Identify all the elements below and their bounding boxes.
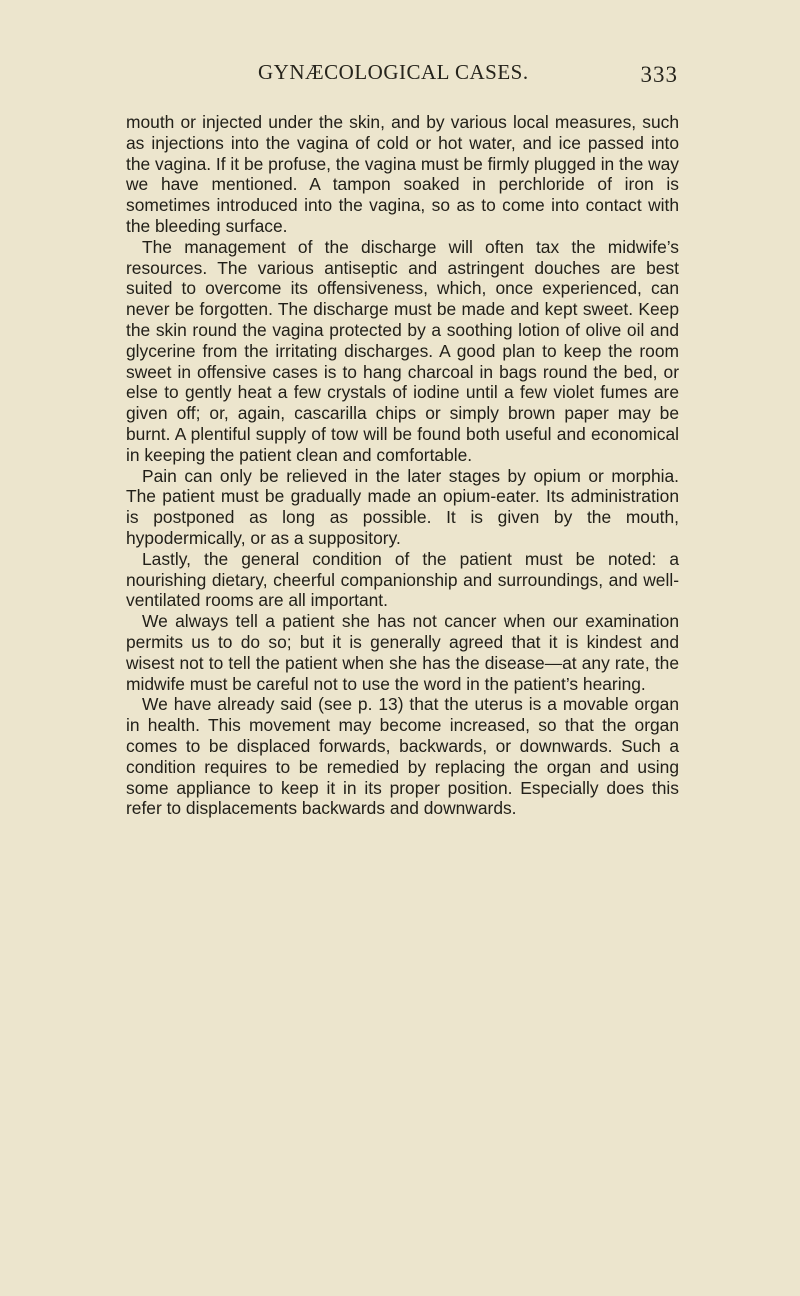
- page-header: [122, 60, 678, 90]
- running-head: GYNÆCOLOGICAL CASES.: [258, 60, 529, 84]
- page-number: 333: [640, 62, 678, 87]
- paragraph: We have already said (see p. 13) that the uterus is a movable organ in health. This movement may become increased, so that the organ comes to be displaced forwards, backwards, or downwards. Such a condition requires to be remedied by replacing the organ and using some appliance to keep it in its proper position. Especially does this refer to displacements backwards and downwards.: [126, 694, 679, 819]
- body-text: [126, 112, 679, 819]
- paragraph: mouth or injected under the skin, and by various local measures, such as injections into the vagina of cold or hot water, and ice passed into the vagina. If it be profuse, the vagina must be firmly plugged in the way we have mentioned. A tampon soaked in perchloride of iron is sometimes introduced into the vagina, so as to come into contact with the bleeding surface.: [126, 112, 679, 236]
- paragraph: We always tell a patient she has not cancer when our examination permits us to do so; but it is generally agreed that it is kindest and wisest not to tell the patient when she has the disease—at any rate, the midwife must be careful not to use the word in the patient’s hearing.: [126, 611, 679, 694]
- paragraph: Pain can only be relieved in the later stages by opium or morphia. The patient must be gradually made an opium-eater. Its administration is postponed as long as possible. It is given by the mouth, hypodermically, or as a suppository.: [126, 465, 679, 548]
- paragraph: Lastly, the general condition of the patient must be noted: a nourishing dietary, cheerful companionship and surroundings, and well-ventilated rooms are all important.: [126, 548, 679, 611]
- paragraph: The management of the discharge will often tax the midwife’s resources. The various antiseptic and astringent douches are best suited to overcome its offensiveness, which, once experienced, can never be forgotten. The discharge must be made and kept sweet. Keep the skin round the vagina protected by a soothing lotion of olive oil and glycerine from the irritating discharges. A good plan to keep the room sweet in offensive cases is to hang charcoal in bags round the bed, or else to gently heat a few crystals of iodine until a few violet fumes are given off; or, again, cascarilla chips or simply brown paper may be burnt. A plentiful supply of tow will be found both useful and economical in keeping the patient clean and comfortable.: [126, 236, 679, 465]
